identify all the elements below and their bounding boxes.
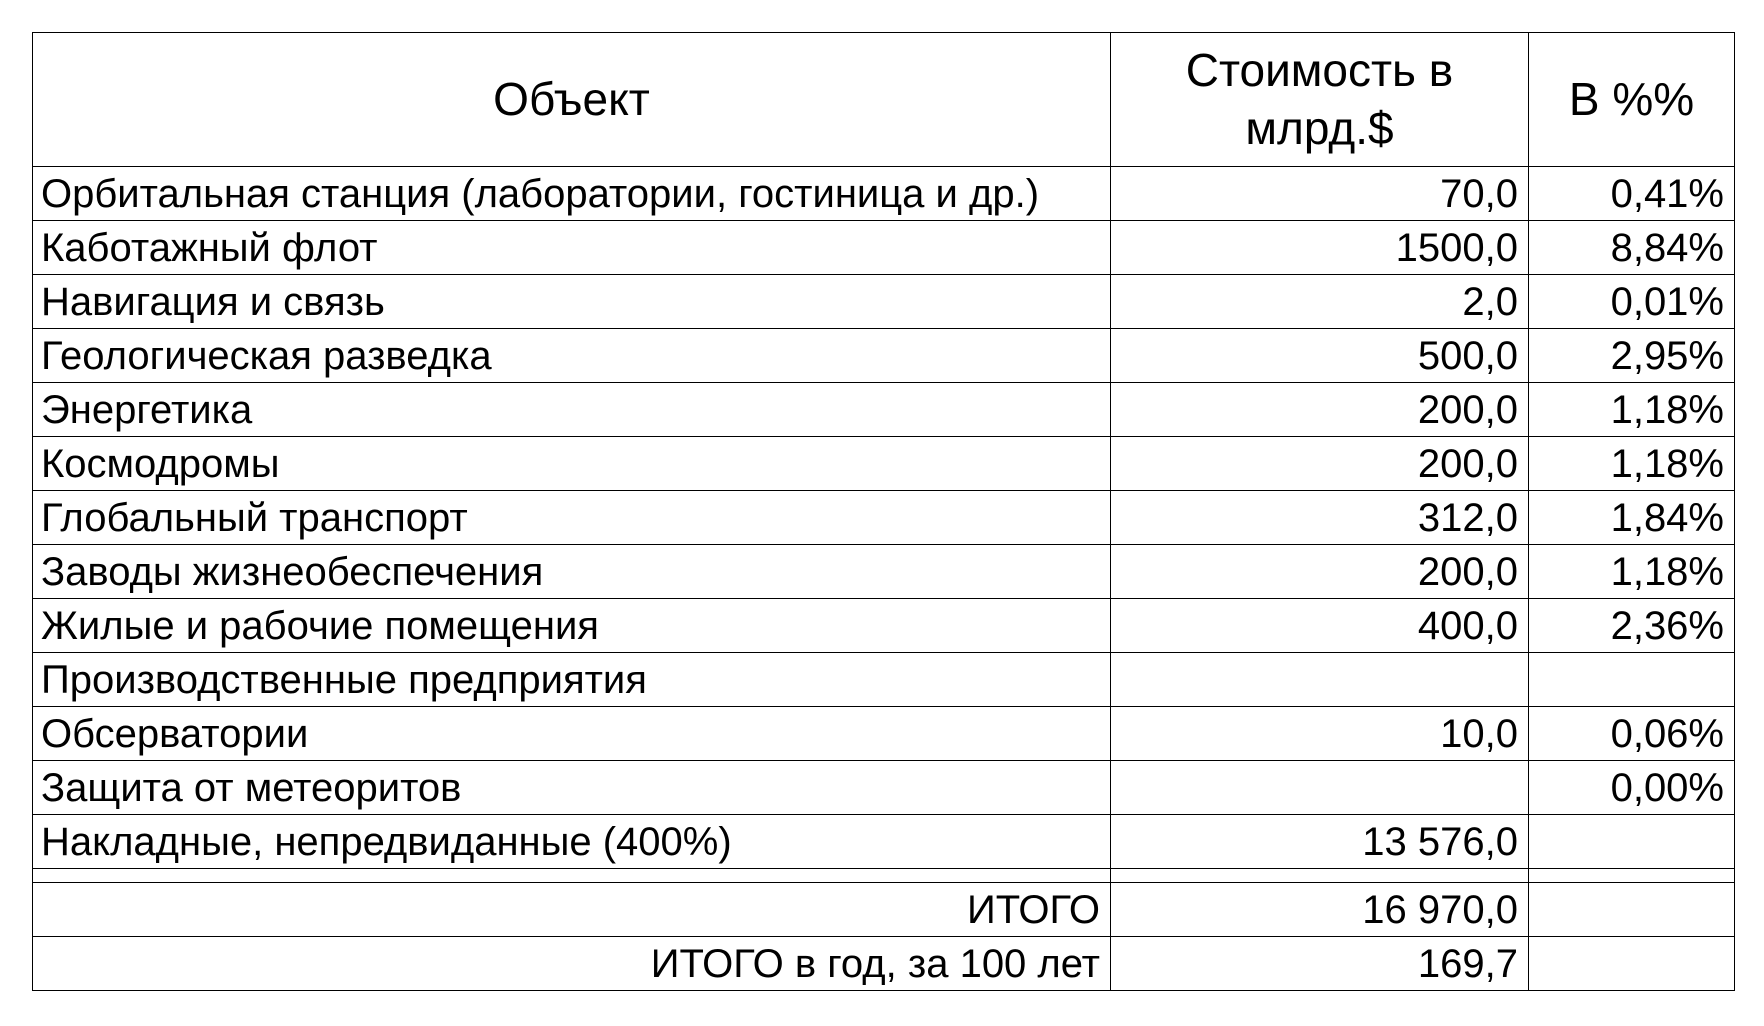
header-cost-line1: Стоимость в xyxy=(1185,44,1454,96)
cost-cell: 10,0 xyxy=(1111,707,1529,761)
object-cell: Геологическая разведка xyxy=(33,329,1111,383)
total-label: ИТОГО xyxy=(33,883,1111,937)
object-cell: Жилые и рабочие помещения xyxy=(33,599,1111,653)
percent-cell: 1,18% xyxy=(1529,437,1735,491)
percent-cell: 8,84% xyxy=(1529,221,1735,275)
object-cell: Энергетика xyxy=(33,383,1111,437)
percent-cell xyxy=(1529,815,1735,869)
table-row xyxy=(33,707,1735,761)
spacer-row xyxy=(33,869,1735,883)
table-row xyxy=(33,167,1735,221)
object-cell: Глобальный транспорт xyxy=(33,491,1111,545)
cost-cell: 312,0 xyxy=(1111,491,1529,545)
table-row xyxy=(33,653,1735,707)
table-row xyxy=(33,275,1735,329)
table-header xyxy=(33,33,1735,167)
header-row xyxy=(33,33,1735,167)
cost-cell: 200,0 xyxy=(1111,437,1529,491)
percent-cell: 1,84% xyxy=(1529,491,1735,545)
cost-cell: 400,0 xyxy=(1111,599,1529,653)
object-cell: Накладные, непредвиданные (400%) xyxy=(33,815,1111,869)
percent-cell: 1,18% xyxy=(1529,383,1735,437)
total-cost: 16 970,0 xyxy=(1111,883,1529,937)
table-row xyxy=(33,761,1735,815)
header-percent xyxy=(1529,33,1735,167)
table-row xyxy=(33,437,1735,491)
header-object xyxy=(33,33,1111,167)
table-row xyxy=(33,383,1735,437)
cost-cell: 1500,0 xyxy=(1111,221,1529,275)
object-cell: Каботажный флот xyxy=(33,221,1111,275)
cost-cell: 13 576,0 xyxy=(1111,815,1529,869)
total-percent xyxy=(1529,883,1735,937)
header-cost xyxy=(1111,33,1529,167)
spacer-cell xyxy=(33,869,1111,883)
percent-cell: 0,01% xyxy=(1529,275,1735,329)
cost-cell xyxy=(1111,761,1529,815)
cost-table xyxy=(32,32,1735,991)
object-cell: Заводы жизнеобеспечения xyxy=(33,545,1111,599)
table-row xyxy=(33,599,1735,653)
object-cell: Навигация и связь xyxy=(33,275,1111,329)
percent-cell: 0,00% xyxy=(1529,761,1735,815)
percent-cell: 2,95% xyxy=(1529,329,1735,383)
object-cell: Космодромы xyxy=(33,437,1111,491)
object-cell: Защита от метеоритов xyxy=(33,761,1111,815)
header-percent-label: В %% xyxy=(1568,72,1695,125)
yearly-total-percent xyxy=(1529,937,1735,991)
percent-cell: 0,06% xyxy=(1529,707,1735,761)
yearly-total-row xyxy=(33,937,1735,991)
cost-cell: 70,0 xyxy=(1111,167,1529,221)
header-object-label: Объект xyxy=(493,72,650,125)
cost-table-sheet xyxy=(32,32,1734,991)
yearly-total-label: ИТОГО в год, за 100 лет xyxy=(33,937,1111,991)
table-body xyxy=(33,167,1735,991)
spacer-cell xyxy=(1529,869,1735,883)
object-cell: Орбитальная станция (лаборатории, гостиница и др.) xyxy=(33,167,1111,221)
percent-cell: 0,41% xyxy=(1529,167,1735,221)
table-row xyxy=(33,545,1735,599)
header-cost-line2: млрд.$ xyxy=(1245,101,1394,154)
cost-cell: 200,0 xyxy=(1111,545,1529,599)
percent-cell xyxy=(1529,653,1735,707)
percent-cell: 1,18% xyxy=(1529,545,1735,599)
cost-cell xyxy=(1111,653,1529,707)
cost-cell: 2,0 xyxy=(1111,275,1529,329)
table-row xyxy=(33,221,1735,275)
total-row xyxy=(33,883,1735,937)
cost-cell: 200,0 xyxy=(1111,383,1529,437)
yearly-total-cost: 169,7 xyxy=(1111,937,1529,991)
spacer-cell xyxy=(1111,869,1529,883)
table-row xyxy=(33,491,1735,545)
object-cell: Обсерватории xyxy=(33,707,1111,761)
table-row xyxy=(33,815,1735,869)
cost-cell: 500,0 xyxy=(1111,329,1529,383)
percent-cell: 2,36% xyxy=(1529,599,1735,653)
table-row xyxy=(33,329,1735,383)
object-cell: Производственные предприятия xyxy=(33,653,1111,707)
